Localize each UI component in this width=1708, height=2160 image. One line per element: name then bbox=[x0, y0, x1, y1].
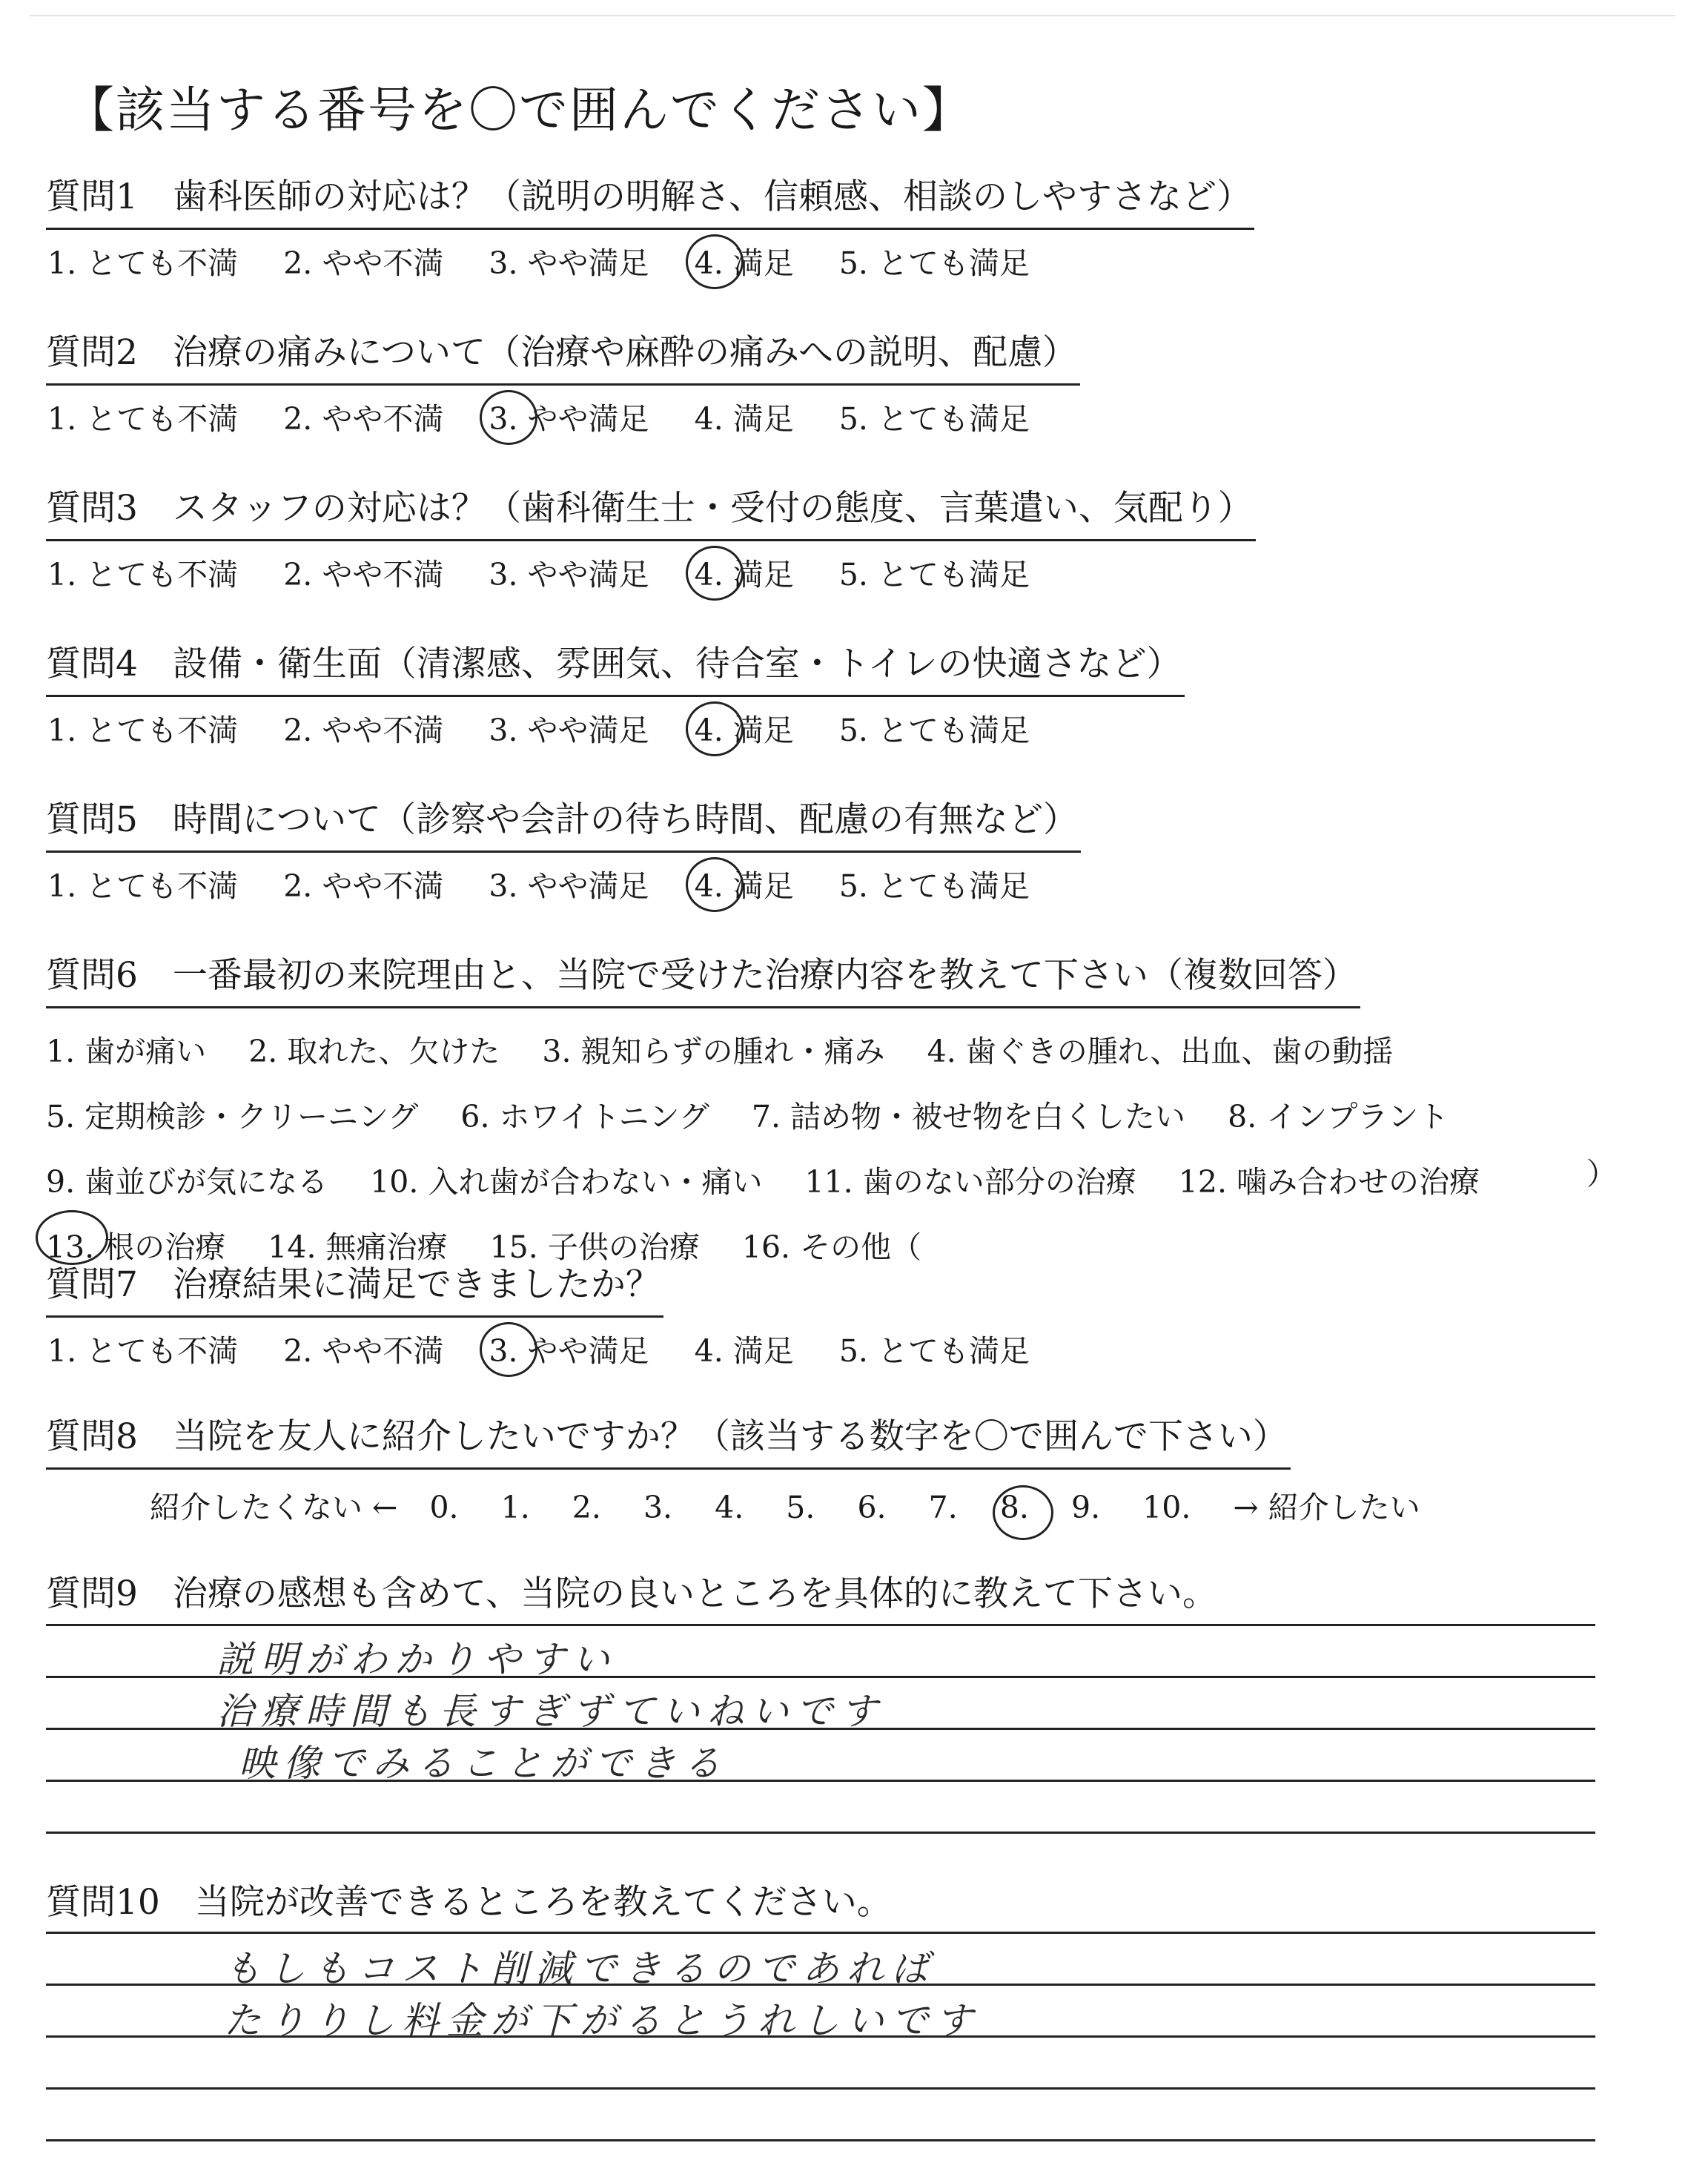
ruled-line bbox=[46, 1932, 1595, 1934]
option-1[interactable]: 1. とても不満 bbox=[47, 245, 239, 281]
scale-left-label: 紹介したくない ← bbox=[150, 1490, 398, 1525]
question-8 bbox=[46, 1409, 1443, 1527]
handwritten-answer: 説明がわかりやすい bbox=[216, 1638, 617, 1681]
option-2[interactable]: 2. やや不満 bbox=[283, 1333, 444, 1369]
question-2 bbox=[46, 325, 1080, 438]
question-title: 質問2 治療の痛みについて（治療や麻酔の痛みへの説明、配慮） bbox=[46, 325, 1080, 386]
scale-1[interactable]: 1. bbox=[500, 1490, 530, 1525]
option-4-circled[interactable]: 4. 満足 bbox=[695, 706, 794, 750]
ruled-line bbox=[46, 2087, 1595, 2090]
question-title: 質問6 一番最初の来院理由と、当院で受けた治療内容を教えて下さい（複数回答） bbox=[46, 948, 1360, 1008]
question-title: 質問3 スタッフの対応は？（歯科衛生士・受付の態度、言葉遣い、気配り） bbox=[46, 480, 1256, 541]
option-3-circled[interactable]: 3. やや満足 bbox=[489, 1327, 649, 1370]
option-5[interactable]: 5. とても満足 bbox=[838, 401, 1030, 437]
option-11[interactable]: 11. 歯のない部分の治療 bbox=[804, 1164, 1136, 1200]
ruled-line bbox=[46, 1832, 1595, 1834]
rating-options bbox=[46, 550, 1256, 594]
other-close-paren: ） bbox=[1586, 1156, 1617, 1192]
scale-5[interactable]: 5. bbox=[786, 1490, 815, 1525]
selection-circle bbox=[686, 234, 744, 289]
selection-circle bbox=[686, 701, 744, 756]
question-3 bbox=[46, 480, 1256, 594]
handwritten-answer: 治療時間も長すぎずていねいです bbox=[216, 1690, 885, 1733]
scale-4[interactable]: 4. bbox=[715, 1490, 744, 1525]
selection-circle bbox=[480, 390, 537, 445]
scale-10[interactable]: 10. bbox=[1142, 1490, 1191, 1525]
selection-circle bbox=[993, 1485, 1053, 1540]
question-4 bbox=[46, 636, 1185, 750]
handwritten-answer: たりりし料金が下がるとうれしいです bbox=[224, 1999, 980, 2042]
option-5[interactable]: 5. とても満足 bbox=[838, 713, 1030, 748]
option-16-other[interactable]: 16. その他（ bbox=[741, 1229, 922, 1265]
option-3[interactable]: 3. 親知らずの腫れ・痛み bbox=[542, 1034, 885, 1069]
option-3[interactable]: 3. やや満足 bbox=[489, 713, 649, 748]
option-5[interactable]: 5. とても満足 bbox=[838, 1333, 1030, 1369]
question-10-title: 質問10 当院が改善できるところを教えてください。 bbox=[46, 1882, 892, 1923]
selection-circle bbox=[686, 857, 744, 912]
option-4[interactable]: 4. 満足 bbox=[694, 1333, 794, 1369]
option-5[interactable]: 5. とても満足 bbox=[838, 245, 1030, 281]
option-2[interactable]: 2. やや不満 bbox=[283, 401, 444, 437]
top-border bbox=[30, 15, 1675, 16]
option-12[interactable]: 12. 噛み合わせの治療 bbox=[1178, 1164, 1480, 1200]
option-3[interactable]: 3. やや満足 bbox=[489, 557, 649, 592]
question-7 bbox=[46, 1257, 1065, 1370]
option-5[interactable]: 5. とても満足 bbox=[838, 868, 1030, 904]
option-5[interactable]: 5. とても満足 bbox=[838, 557, 1030, 592]
option-4-circled[interactable]: 4. 満足 bbox=[695, 239, 794, 283]
scale-9[interactable]: 9. bbox=[1070, 1490, 1101, 1525]
rating-options bbox=[46, 239, 1254, 283]
rating-options bbox=[46, 706, 1185, 750]
option-4-circled[interactable]: 4. 満足 bbox=[695, 862, 794, 905]
options-row bbox=[46, 1084, 1512, 1149]
option-4[interactable]: 4. 満足 bbox=[694, 401, 794, 437]
option-15[interactable]: 15. 子供の治療 bbox=[489, 1229, 700, 1265]
question-5 bbox=[46, 792, 1081, 905]
option-2[interactable]: 2. やや不満 bbox=[283, 713, 444, 748]
rating-options bbox=[46, 862, 1081, 905]
selection-circle bbox=[686, 546, 744, 601]
option-3[interactable]: 3. やや満足 bbox=[489, 868, 649, 904]
options-row bbox=[46, 1149, 1512, 1215]
selection-circle bbox=[480, 1322, 537, 1377]
option-1[interactable]: 1. とても不満 bbox=[47, 713, 239, 748]
option-1[interactable]: 1. とても不満 bbox=[47, 1333, 239, 1369]
question-title: 質問4 設備・衛生面（清潔感、雰囲気、待合室・トイレの快適さなど） bbox=[46, 636, 1185, 697]
option-3[interactable]: 3. やや満足 bbox=[489, 245, 649, 281]
scale-0[interactable]: 0. bbox=[429, 1490, 459, 1525]
option-8[interactable]: 8. インプラント bbox=[1228, 1099, 1449, 1135]
handwritten-answer: もしもコスト削減できるのであれば bbox=[224, 1947, 936, 1990]
scale-6[interactable]: 6. bbox=[857, 1490, 887, 1525]
option-4-circled[interactable]: 4. 満足 bbox=[695, 550, 794, 594]
question-title: 質問7 治療結果に満足できましたか？ bbox=[46, 1257, 663, 1318]
question-title: 質問5 時間について（診察や会計の待ち時間、配慮の有無など） bbox=[46, 792, 1081, 853]
treatment-options bbox=[46, 1019, 1512, 1280]
ruled-line bbox=[46, 1624, 1595, 1626]
option-1[interactable]: 1. とても不満 bbox=[47, 557, 239, 592]
rating-options bbox=[46, 1327, 1065, 1370]
question-6 bbox=[46, 948, 1512, 1280]
question-1 bbox=[46, 169, 1254, 283]
option-14[interactable]: 14. 無痛治療 bbox=[268, 1229, 448, 1265]
handwritten-answer: 映像でみることができる bbox=[239, 1742, 728, 1785]
rating-options bbox=[46, 394, 1080, 438]
option-6[interactable]: 6. ホワイトニング bbox=[460, 1099, 709, 1135]
option-10[interactable]: 10. 入れ歯が合わない・痛い bbox=[370, 1164, 763, 1200]
option-1[interactable]: 1. とても不満 bbox=[47, 401, 239, 437]
question-title: 質問8 当院を友人に紹介したいですか？（該当する数字を〇で囲んで下さい） bbox=[46, 1409, 1291, 1470]
scale-right-label: → 紹介したい bbox=[1233, 1490, 1420, 1525]
scale-2[interactable]: 2. bbox=[572, 1490, 601, 1525]
option-4[interactable]: 4. 歯ぐきの腫れ、出血、歯の動揺 bbox=[927, 1034, 1394, 1069]
option-2[interactable]: 2. やや不満 bbox=[283, 557, 444, 592]
option-2[interactable]: 2. やや不満 bbox=[283, 245, 444, 281]
option-2[interactable]: 2. やや不満 bbox=[283, 868, 444, 904]
options-row bbox=[46, 1019, 1512, 1084]
option-1[interactable]: 1. 歯が痛い bbox=[46, 1034, 207, 1069]
question-title: 質問1 歯科医師の対応は？（説明の明解さ、信頼感、相談のしやすさなど） bbox=[46, 169, 1254, 230]
scale-7[interactable]: 7. bbox=[928, 1490, 958, 1525]
option-1[interactable]: 1. とても不満 bbox=[47, 868, 239, 904]
recommend-scale bbox=[46, 1483, 1443, 1527]
option-3-circled[interactable]: 3. やや満足 bbox=[489, 394, 649, 438]
option-9[interactable]: 9. 歯並びが気になる bbox=[46, 1164, 328, 1200]
page-title: 【該当する番号を〇で囲んでください】 bbox=[65, 82, 973, 139]
scale-3[interactable]: 3. bbox=[643, 1490, 673, 1525]
option-7[interactable]: 7. 詰め物・被せ物を白くしたい bbox=[751, 1099, 1186, 1135]
option-13-circled[interactable]: 13. 根の治療 bbox=[46, 1215, 225, 1280]
scale-8-circled[interactable]: 8. bbox=[1000, 1490, 1029, 1525]
option-2[interactable]: 2. 取れた、欠けた bbox=[248, 1034, 500, 1069]
option-5[interactable]: 5. 定期検診・クリーニング bbox=[46, 1099, 419, 1135]
ruled-line bbox=[46, 2139, 1595, 2141]
question-9-title: 質問9 治療の感想も含めて、当院の良いところを具体的に教えて下さい。 bbox=[46, 1573, 1217, 1614]
